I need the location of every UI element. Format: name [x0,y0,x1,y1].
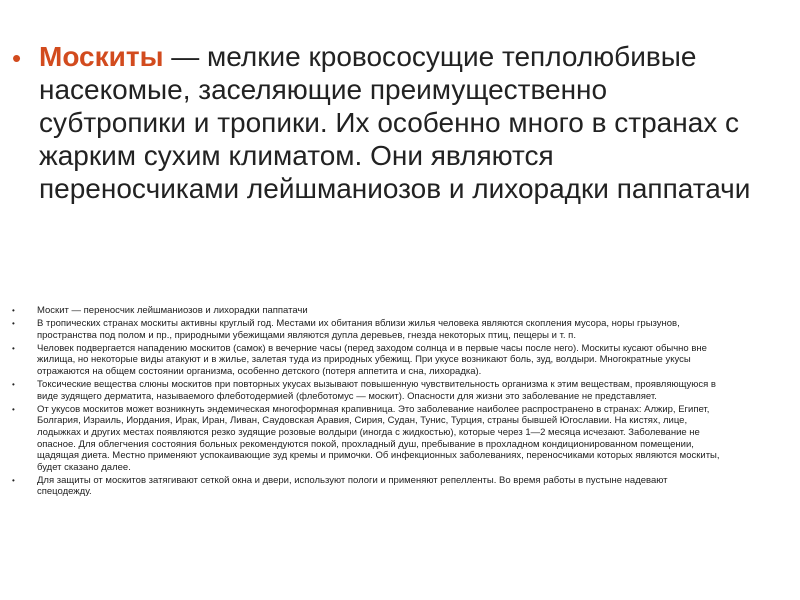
main-bullet-icon: • [12,43,22,73]
list-item [12,343,722,378]
bullet-icon: • [12,319,15,329]
main-text [39,40,752,205]
list-item [12,379,722,402]
list-item-text: В тропических странах москиты активны круглый год. Местами их обитания вблизи жилья человека являются скопления мусора, норы грызунов, пространства под полом и пр., природными убежищами являются дупла деревьев, гнезда некоторых птиц, пещеры и т. п. [37,318,680,341]
list-item-text: От укусов москитов может возникнуть эндемическая многоформная крапивница. Это заболевание наиболее распространено в странах: Алжир, Египет, Болгария, Израиль, Иордания, Ирак, Иран, Ливан, Саудовская Аравия, Сирия, Судан, Тунис, Турция, страны бывшей Югославии. На кистях, лице, лодыжках и других местах появляются резко зудящие розовые волдыри (иногда с жидкостью), которые через 1—2 месяца исчезают. Заболевание не опасное. Для облегчения состояния больных рекомендуются покой, прохладный душ, пребывание в прохладном кондиционированном помещении, щадящая диета. Местно применяют успокаивающие зуд кремы и примочки. Об инфекционных заболеваниях, переносчиками которых являются москиты, будет сказано далее. [37,403,720,473]
bullet-icon: • [12,306,15,315]
bullet-icon: • [12,475,15,485]
bullet-icon: • [12,404,15,414]
list-item-text: Москит — переносчик лейшманиозов и лихорадки паппатачи [37,305,308,316]
highlighted-term: Москиты [39,41,164,72]
bullet-icon: • [12,343,15,353]
list-item-text: Человек подвергается нападению москитов (самок) в вечерние часы (перед заходом солнца и в первые часы после него). Москиты кусают обычно вне жилища, но некоторые виды атакуют и в жилье, залетая туда из природных убежищ. При укусе возникают боль, зуд, волдыри. Многократные укусы отражаются на общем состоянии организма, особенно детского (потеря аппетита и сна, лихорадка). [37,342,707,377]
list-item [12,305,722,317]
main-definition: — мелкие кровососущие теплолюбивые насекомые, заселяющие преимущественно субтропики и тропики. Их особенно много в странах с жарким сухим климатом. Они являются переносчиками лейшманиозов и лихорадки паппатачи [39,41,751,204]
list-item-text: Для защиты от москитов затягивают сеткой окна и двери, используют пологи и применяют репелленты. Во время работы в пустыне надевают спецодежду. [37,474,668,498]
list-item-text: Токсические вещества слюны москитов при повторных укусах вызывают повышенную чувствительность организма к этим веществам, проявляющуюся в виде зудящего дерматита, называемого флеботодермией (флеботомус — москит). Опасности для жизни это заболевание не представляет. [37,379,716,402]
bullet-list [12,305,722,500]
main-paragraph [12,40,752,205]
list-item [12,318,722,341]
bullet-icon: • [12,380,15,390]
list-item [12,475,722,498]
list-item [12,404,722,474]
